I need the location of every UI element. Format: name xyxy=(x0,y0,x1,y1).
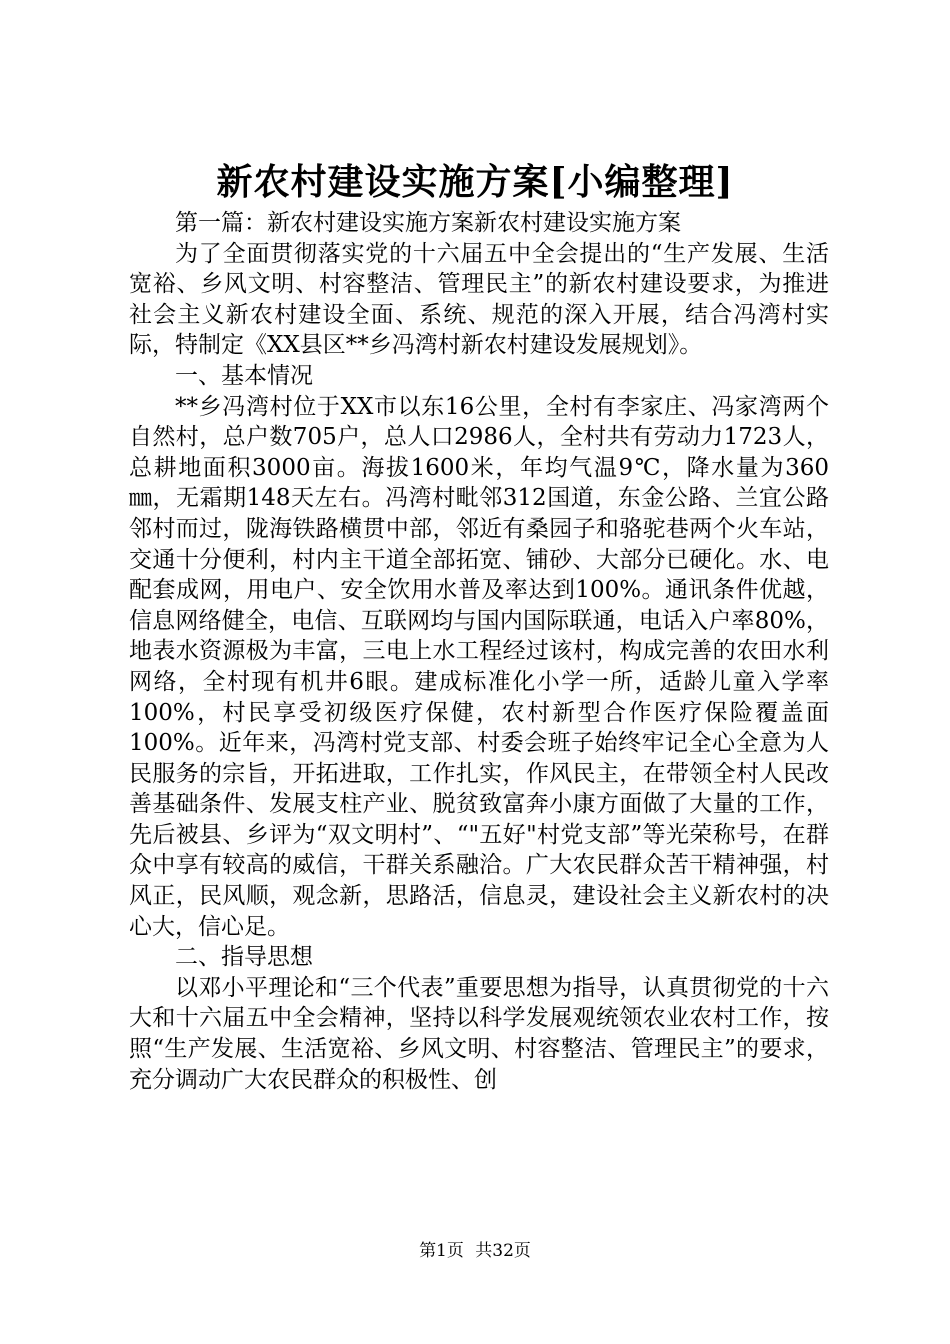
document-title: 新农村建设实施方案[小编整理] xyxy=(216,161,734,203)
section-heading-part-one: 第一篇：新农村建设实施方案新农村建设实施方案 xyxy=(175,210,681,236)
intro-paragraph: 为了全面贯彻落实党的十六届五中全会提出的“生产发展、生活宽裕、乡风文明、村容整洁、管理民主”的新农村建设要求，为推进社会主义新农村建设全面、系统、规范的深入开展，结合冯湾村实际，特制定《XX县区**乡冯湾村新农村建设发展规划》。 xyxy=(129,240,829,359)
page-footer xyxy=(0,1240,950,1262)
guiding-ideology-paragraph: 以邓小平理论和“三个代表”重要思想为指导，认真贯彻党的十六大和十六届五中全会精神，坚持以科学发展观统领农业农村工作，按照“生产发展、生活宽裕、乡风文明、村容整洁、管理民主”的要求，充分调动广大农民群众的积极性、创 xyxy=(129,974,829,1093)
document-body xyxy=(129,208,829,1095)
section-heading-basic-situation: 一、基本情况 xyxy=(175,362,313,389)
page-total: 共32页 xyxy=(475,1241,531,1261)
page-number: 第1页 xyxy=(419,1241,464,1261)
basic-situation-paragraph: **乡冯湾村位于XX市以东16公里，全村有李家庄、冯家湾两个自然村，总户数705户，总人口2986人，全村共有劳动力1723人，总耕地面积3000亩。海拔1600米，年均气温9℃，降水量为360㎜，无霜期148天左右。冯湾村毗邻312国道，东金公路、兰宜公路邻村而过，陇海铁路横贯中部，邻近有桑园子和骆驼巷两个火车站，交通十分便利，村内主干道全部拓宽、铺砂、大部分已硬化。水、电配套成网，用电户、安全饮用水普及率达到100%。通讯条件优越，信息网络健全，电信、互联网均与国内国际联通，电话入户率80%，地表水资源极为丰富，三电上水工程经过该村，构成完善的农田水利网络，全村现有机井6眼。建成标准化小学一所，适龄儿童入学率100%，村民享受初级医疗保健，农村新型合作医疗保险覆盖面100%。近年来，冯湾村党支部、村委会班子始终牢记全心全意为人民服务的宗旨，开拓进取，工作扎实，作风民主，在带领全村人民改善基础条件、发展支柱产业、脱贫致富奔小康方面做了大量的工作，先后被县、乡评为“双文明村”、“"五好"村党支部”等光荣称号，在群众中享有较高的威信，干群关系融洽。广大农民群众苦干精神强，村风正，民风顺，观念新，思路活，信息灵，建设社会主义新农村的决心大，信心足。 xyxy=(129,393,829,940)
section-heading-guiding-ideology: 二、指导思想 xyxy=(175,944,313,971)
